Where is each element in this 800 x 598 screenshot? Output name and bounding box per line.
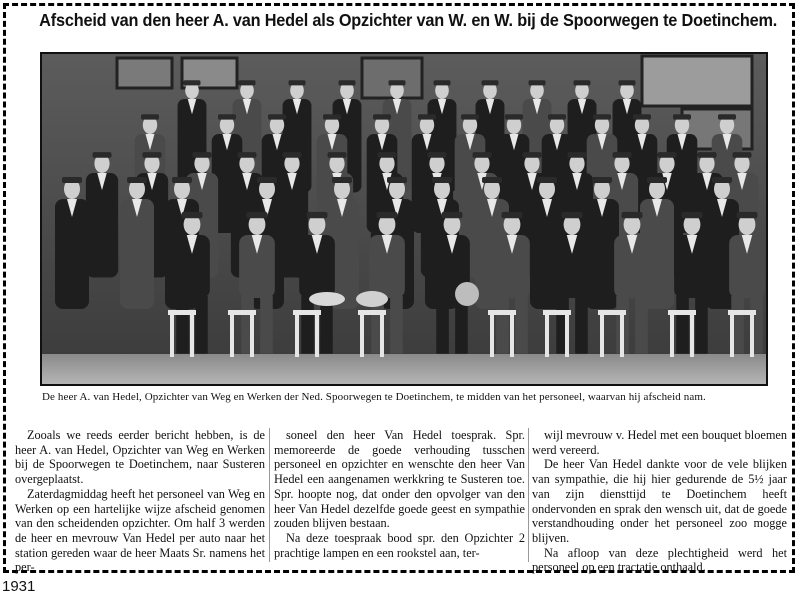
column-3-paragraph-1: wijl mevrouw v. Hedel met een bouquet bloemen werd vereerd. [532, 428, 787, 457]
photo-caption: De heer A. van Hedel, Opzichter van Weg en Werken der Ned. Spoorwegen te Doetinchem, te midden van het personeel, waarvan hij afscheid nam. [42, 391, 706, 403]
column-divider-1 [269, 428, 270, 562]
straw-hat-icon [356, 291, 388, 307]
column-1-paragraph-1: Zooals we reeds eerder bericht hebben, is de heer A. van Hedel, Opzichter van Weg en Werken bij de Spoorwegen te Doetinchem, naar Susteren overgeplaatst. [15, 428, 265, 487]
article-column-1 [15, 428, 265, 575]
column-2-paragraph-1: soneel den heer Van Hedel toesprak. Spr. memoreerde de goede verhouding tusschen personeel en opzichter en wenschte den heer Van Hedel een aangenamen werkkring te Susteren toe. Spr. hoopte nog, dat onder den opvolger van den heer Van Hedel dezelfde goede geest en sympathie zouden blijven bestaan. [274, 428, 525, 531]
straw-hat-icon [309, 292, 345, 306]
article-column-2 [274, 428, 525, 560]
year-label: 1931 [2, 578, 36, 595]
column-1-paragraph-2: Zaterdagmiddag heeft het personeel van Weg en Werken op een hartelijke wijze afscheid genomen van den scheidenden opzichter. Om half 3 werden de heer en mevrouw Van Hedel per auto naar het station gereden waar de heer Maats Sr. namens het per- [15, 486, 265, 575]
column-2-paragraph-2: Na deze toespraak bood spr. den Opzichter 2 prachtige lampen en een rookstel aan, ter- [274, 530, 525, 560]
column-3-paragraph-3: Na afloop van deze plechtigheid werd het personeel op een tractatie onthaald. [532, 545, 787, 575]
article-column-3 [532, 428, 787, 575]
column-divider-2 [528, 428, 529, 562]
group-photo-image [42, 54, 766, 384]
bouquet-icon [455, 282, 479, 306]
group-photo [40, 52, 768, 386]
column-3-paragraph-2: De heer Van Hedel dankte voor de vele blijken van sympathie, die hij hier gedurende de 5½ jaar van zijn diensttijd te Doetinchem heeft ondervonden en sprak den wensch uit, dat de goede verstandhouding onder het personeel zoo mogge blijven. [532, 457, 787, 545]
headline: Afscheid van den heer A. van Hedel als Opzichter van W. en W. bij de Spoorwegen te Doetinchem. [39, 10, 778, 30]
